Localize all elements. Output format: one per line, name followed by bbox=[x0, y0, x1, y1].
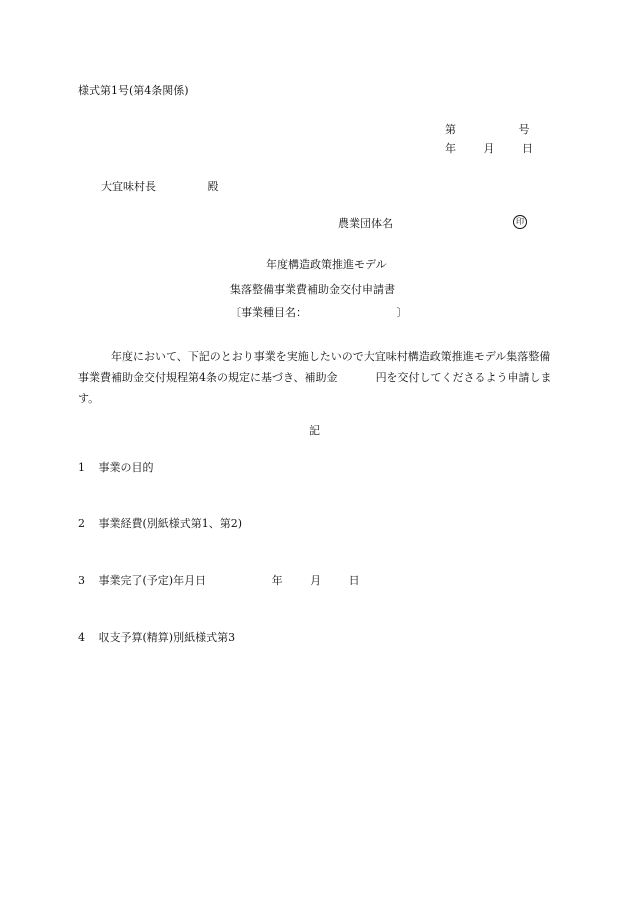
document-year-label: 年 bbox=[445, 142, 456, 155]
document-day-label: 日 bbox=[522, 142, 533, 155]
application-body-text-after-amount: 円を交付してくださるよう申請します。 bbox=[78, 371, 552, 405]
item-3-number: 3 bbox=[78, 574, 85, 587]
item-4-text: 収支予算(精算)別紙様式第3 bbox=[98, 631, 236, 644]
project-type-open: 〔事業種目名： bbox=[230, 306, 307, 319]
addressee-line bbox=[101, 181, 219, 192]
note-heading: 記 bbox=[309, 424, 320, 437]
document-number-prefix: 第 bbox=[445, 123, 456, 136]
document-month-label: 月 bbox=[483, 142, 495, 155]
seal-mark: 印 bbox=[513, 215, 527, 229]
addressee-name: 大宜味村長 bbox=[101, 180, 156, 193]
item-3-text: 事業完了(予定)年月日 bbox=[98, 574, 207, 587]
item-3-year-label: 年 bbox=[271, 574, 283, 587]
item-1 bbox=[78, 462, 154, 473]
item-2-number: 2 bbox=[78, 517, 85, 530]
project-type-line bbox=[230, 307, 408, 318]
item-4 bbox=[78, 632, 235, 643]
item-3-day-label: 日 bbox=[348, 574, 360, 587]
document-number-line bbox=[445, 124, 530, 135]
application-body-text-before-amount: 年度において、下記のとおり事業を実施したいので大宜味村構造政策推進モデル集落整備事業費補助金交付規程第4条の規定に基づき、補助金 bbox=[78, 350, 551, 384]
document-number-suffix: 号 bbox=[518, 123, 530, 136]
item-1-number: 1 bbox=[78, 461, 85, 474]
application-body-paragraph bbox=[78, 346, 553, 409]
item-4-number: 4 bbox=[78, 631, 85, 644]
form-number: 様式第1号(第4条関係) bbox=[78, 84, 189, 97]
item-3 bbox=[78, 575, 360, 586]
item-2-text: 事業経費(別紙様式第1、第2) bbox=[98, 517, 243, 530]
project-type-close: 〕 bbox=[396, 306, 408, 319]
application-title-line-1: 年度構造政策推進モデル bbox=[266, 258, 387, 271]
document-date-line bbox=[445, 143, 533, 154]
item-3-month-label: 月 bbox=[310, 574, 322, 587]
item-2 bbox=[78, 518, 242, 529]
item-1-text: 事業の目的 bbox=[98, 461, 154, 474]
application-title-line-2: 集落整備事業費補助金交付申請書 bbox=[230, 283, 395, 296]
addressee-honorific: 殿 bbox=[207, 180, 219, 193]
applicant-label: 農業団体名 bbox=[338, 217, 393, 230]
